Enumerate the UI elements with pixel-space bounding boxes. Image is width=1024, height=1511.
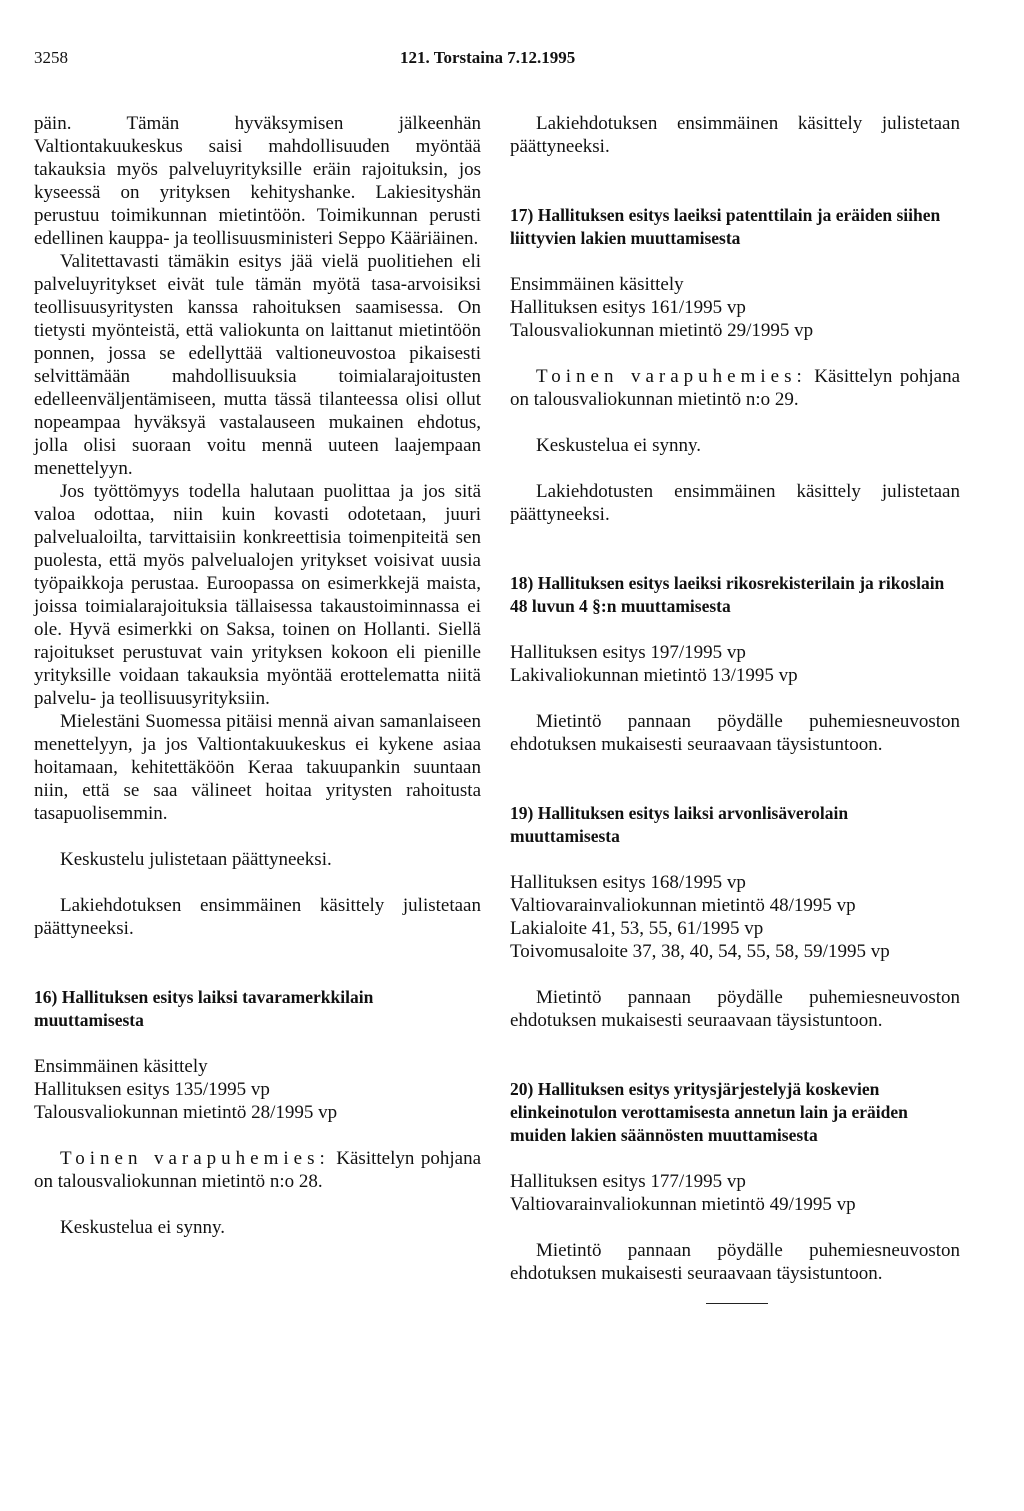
speech-paragraph: Valitettavasti tämäkin esitys jää vielä puolitiehen eli palveluyritykset eivät tule tämän myötä tasa-arvoisiksi teollisuusyritysten kanssa rahoituksen saamisessa. On tietysti myönteistä, että valiokunta on laittanut mietintöön ponnen, jossa se edellyttää valtioneuvostoa pikaisesti selvittämään mahdollisuuksia toimialarajoitusten edelleenväljentämiseen, mutta tässä tilanteessa olisi ollut nopeampaa hyväksyä vastalauseen mukainen ehdotus, jolla olisi suoraan voitu mennä uuteen laajempaan menettelyyn. [34,251,481,479]
first-reading-closed: Lakiehdotuksen ensimmäinen käsittely julistetaan päättyneeksi. [510,113,960,157]
document-reference: Talousvaliokunnan mietintö 29/1995 vp [510,320,814,341]
discussion-closed: Keskustelu julistetaan päättyneeksi. [60,849,332,870]
running-title: 121. Torstaina 7.12.1995 [400,48,576,67]
tabling-decision: Mietintö pannaan pöydälle puhemiesneuvoston ehdotuksen mukaisesti seuraavaan täysistuntoon. [510,987,960,1031]
speech-paragraph: päin. Tämän hyväksymisen jälkeenhän Valtiontakuukeskus saisi mahdollisuuden myöntää takauksia myös palveluyrityksille eräin rajoituksin, jos kyseessä on yrityksen kehityshanke. Lakiesityshän perustuu toimikunnan mietintöön. Toimikunnan perusti edellinen kauppa- ja teollisuusministeri Seppo Kääriäinen. [34,113,481,249]
document-list [510,641,960,687]
document-reference: Talousvaliokunnan mietintö 28/1995 vp [34,1102,338,1123]
document-reference: Hallituksen esitys 177/1995 vp [510,1171,746,1192]
statement-text: Käsittelyn pohjana on talousvaliokunnan mietintö n:o 28. [34,1148,482,1192]
chair-statement [34,1147,481,1193]
document-reference: Hallituksen esitys 197/1995 vp [510,642,746,663]
speech-paragraph: Jos työttömyys todella halutaan puolittaa ja jos sitä valoa odottaa, niin kuin kovasti odotetaan, juuri palvelualoilta, tarvittaisiin konkreettisia toimenpiteitä sen puolesta, että myös palvelualojen yritykset voisivat uusia työpaikkoja perustaa. Euroopassa on esimerkkejä maista, joissa toimialarajoituksia tällaisessa takaustoiminnassa ei ole. Hyvä esimerkki on Saksa, toinen on Hollanti. Siellä rajoitukset perustuvat vain yrityksen kokoon eli pienille yrityksille voidaan takauksia myöntää erottelematta niitä palvelu- ja teollisuusyrityksiin. [34,481,481,709]
document-reference: Ensimmäinen käsittely [510,274,684,295]
speech-paragraph: Mielestäni Suomessa pitäisi mennä aivan samanlaiseen menettelyyn, ja jos Valtiontakuukeskus ei kykene asiaa hoitamaan, kehitettäköön Keraa takuupankin suuntaan niin, että se saa välineet hoitaa yritysten rahoitusta tasapuolisemmin. [34,711,481,824]
document-reference: Hallituksen esitys 168/1995 vp [510,872,746,893]
document-reference: Lakialoite 41, 53, 55, 61/1995 vp [510,918,764,939]
document-reference: Ensimmäinen käsittely [34,1056,208,1077]
document-list [510,871,960,963]
document-reference: Hallituksen esitys 135/1995 vp [34,1079,270,1100]
speaker-name: Toinen varapuhemies: [536,366,807,387]
page-number: 3258 [34,48,68,67]
first-reading-closed: Lakiehdotusten ensimmäinen käsittely julistetaan päättyneeksi. [510,481,960,525]
document-list [510,1170,960,1216]
document-reference: Valtiovarainvaliokunnan mietintö 49/1995 vp [510,1194,856,1215]
agenda-item-heading: 20) Hallituksen esitys yritysjärjestelyjä koskevien elinkeinotulon verottamisesta annetun lain ja eräiden muiden lakien säännösten muuttamisesta [510,1079,908,1145]
agenda-item-heading: 18) Hallituksen esitys laeiksi rikosrekisterilain ja rikoslain 48 luvun 4 §:n muuttamisesta [510,573,945,616]
speaker-name: Toinen varapuhemies: [60,1148,330,1169]
statement-text: Käsittelyn pohjana on talousvaliokunnan mietintö n:o 29. [510,366,961,410]
tabling-decision: Mietintö pannaan pöydälle puhemiesneuvoston ehdotuksen mukaisesti seuraavaan täysistuntoon. [510,1240,960,1284]
agenda-item-heading: 17) Hallituksen esitys laeiksi patenttilain ja eräiden siihen liittyvien lakien muuttamisesta [510,205,941,248]
chair-statement [510,365,960,411]
agenda-item-heading: 16) Hallituksen esitys laiksi tavaramerkkilain muuttamisesta [34,987,374,1030]
left-column [34,112,481,1239]
document-list [510,273,960,342]
no-discussion-note: Keskustelua ei synny. [536,435,701,456]
page-header [0,48,1024,74]
document-reference: Toivomusaloite 37, 38, 40, 54, 55, 58, 59/1995 vp [510,941,890,962]
right-column [510,112,960,1304]
first-reading-closed: Lakiehdotuksen ensimmäinen käsittely julistetaan päättyneeksi. [34,895,481,939]
document-reference: Lakivaliokunnan mietintö 13/1995 vp [510,665,798,686]
tabling-decision: Mietintö pannaan pöydälle puhemiesneuvoston ehdotuksen mukaisesti seuraavaan täysistuntoon. [510,711,960,755]
document-reference: Hallituksen esitys 161/1995 vp [510,297,746,318]
agenda-item-heading: 19) Hallituksen esitys laiksi arvonlisäverolain muuttamisesta [510,803,849,846]
document-reference: Valtiovarainvaliokunnan mietintö 48/1995 vp [510,895,856,916]
section-end-rule [706,1303,768,1304]
no-discussion-note: Keskustelua ei synny. [60,1217,225,1238]
document-list [34,1055,481,1124]
